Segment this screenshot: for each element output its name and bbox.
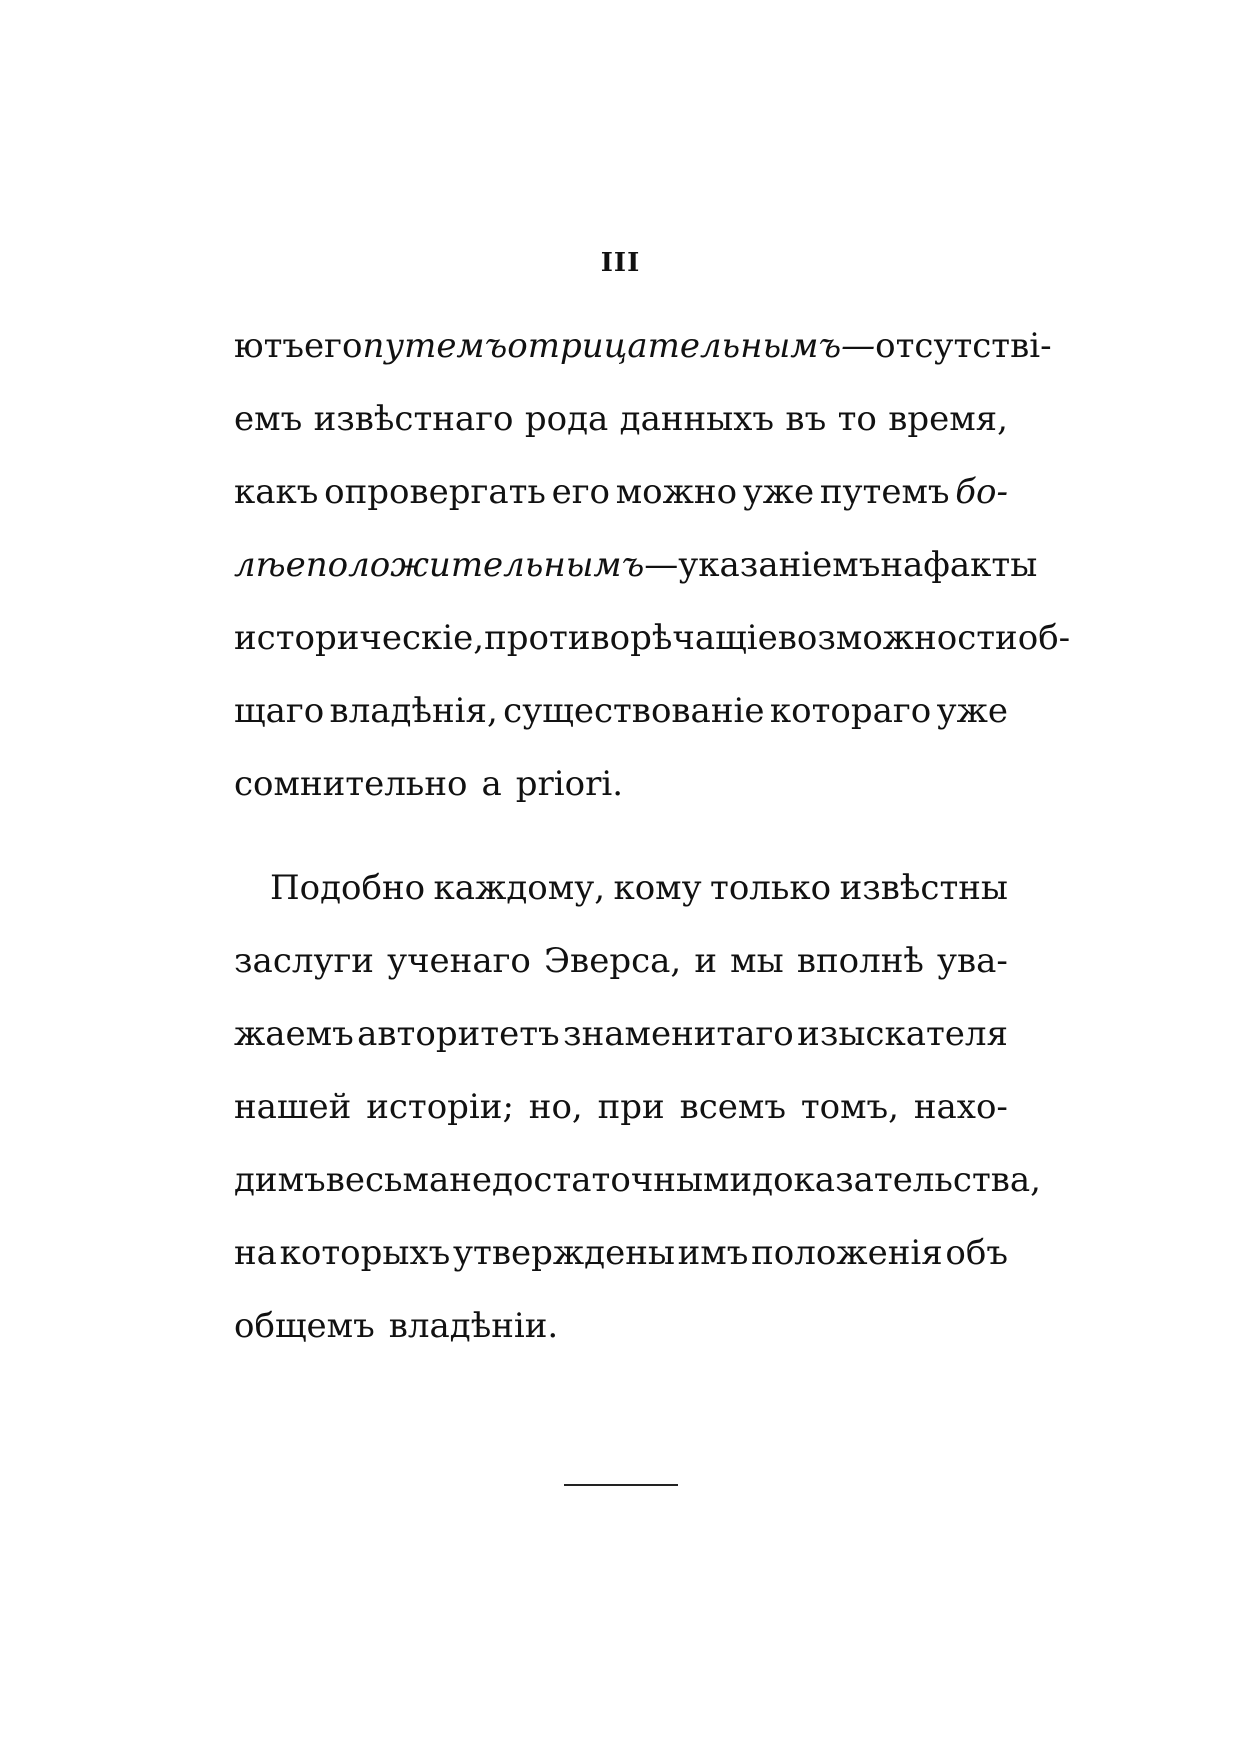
- paragraph-2: [234, 852, 1041, 1363]
- text-line: [234, 1144, 1041, 1217]
- word: емъ: [234, 399, 303, 439]
- word: объ: [945, 1233, 1008, 1273]
- word: на: [234, 1233, 277, 1273]
- word: факты: [923, 545, 1038, 585]
- paragraph-1: [234, 310, 1071, 821]
- text-line: [234, 925, 1008, 998]
- word: знаменитаго: [563, 1014, 794, 1054]
- text-line: [234, 310, 1052, 383]
- word: заслуги: [234, 941, 374, 981]
- text-line: [234, 1071, 1008, 1144]
- word: кому: [613, 868, 702, 908]
- text-line: [234, 529, 1038, 602]
- word: можно: [615, 472, 738, 512]
- word: при: [597, 1087, 665, 1127]
- word: a: [481, 764, 502, 804]
- text-line: [234, 456, 1008, 529]
- word: уже: [742, 472, 815, 512]
- word: всемъ: [679, 1087, 786, 1127]
- word: его: [551, 472, 611, 512]
- word: которыхъ: [279, 1233, 451, 1273]
- word: время,: [888, 399, 1008, 439]
- word: исторіи;: [366, 1087, 514, 1127]
- word: уже: [936, 691, 1008, 731]
- word: мы: [730, 941, 784, 981]
- word: извѣстны: [839, 868, 1008, 908]
- page-number: III: [600, 248, 641, 278]
- word: то: [837, 399, 877, 439]
- word: ува-: [937, 941, 1008, 981]
- word: путемъ: [362, 326, 508, 366]
- word: димъ: [234, 1160, 326, 1200]
- word: priori.: [515, 764, 624, 804]
- word: въ: [785, 399, 827, 439]
- word: весьма: [325, 1160, 450, 1200]
- word: лѣе: [234, 545, 306, 585]
- text-line: [234, 1290, 1008, 1363]
- word: щаго: [234, 691, 325, 731]
- text-line: [234, 602, 1071, 675]
- word: бо-: [955, 472, 1008, 512]
- text-line: [234, 998, 1008, 1071]
- word: положительнымъ: [305, 545, 645, 585]
- text-line: [234, 1217, 1008, 1290]
- word: авторитетъ: [357, 1014, 560, 1054]
- word: положенія: [751, 1233, 943, 1273]
- text-line: [234, 675, 1008, 748]
- word: только: [710, 868, 832, 908]
- word: нашей: [234, 1087, 352, 1127]
- text-line: [234, 383, 1008, 456]
- word: томъ,: [800, 1087, 899, 1127]
- text-line: [234, 748, 1008, 821]
- word: его: [304, 326, 363, 366]
- end-rule: [564, 1484, 678, 1486]
- word: отрицательнымъ—: [507, 326, 876, 366]
- word: и: [694, 941, 718, 981]
- word: ютъ: [234, 326, 305, 366]
- word: путемъ: [819, 472, 950, 512]
- word: утверждены: [453, 1233, 675, 1273]
- word: общемъ: [234, 1306, 375, 1346]
- word: данныхъ: [619, 399, 775, 439]
- word: но,: [528, 1087, 583, 1127]
- word: существованіе: [503, 691, 765, 731]
- word: опровергать: [324, 472, 546, 512]
- word: каждому,: [433, 868, 606, 908]
- word: об-: [1017, 618, 1071, 658]
- word: вполнѣ: [796, 941, 924, 981]
- word: котораго: [769, 691, 932, 731]
- word: отсутствi-: [875, 326, 1052, 366]
- word: —: [644, 545, 679, 585]
- word: сомнительно: [234, 764, 468, 804]
- word: недостаточными: [449, 1160, 753, 1200]
- word: какъ: [234, 472, 319, 512]
- word: владѣнія,: [329, 691, 498, 731]
- word: нахо-: [913, 1087, 1008, 1127]
- word: ученаго: [387, 941, 531, 981]
- word: Эверса,: [544, 941, 682, 981]
- word: Подобно: [270, 868, 426, 908]
- word: имъ: [677, 1233, 749, 1273]
- word: указаніемъ: [678, 545, 881, 585]
- word: изыскателя: [797, 1014, 1008, 1054]
- word: доказательства,: [752, 1160, 1041, 1200]
- word: историческіе,: [234, 618, 485, 658]
- word: возможности: [777, 618, 1018, 658]
- word: на: [880, 545, 924, 585]
- word: извѣстнаго: [313, 399, 514, 439]
- word: владѣніи.: [388, 1306, 559, 1346]
- word: противорѣчащіе: [484, 618, 778, 658]
- word: жаемъ: [234, 1014, 354, 1054]
- text-line: [234, 852, 1008, 925]
- word: рода: [524, 399, 609, 439]
